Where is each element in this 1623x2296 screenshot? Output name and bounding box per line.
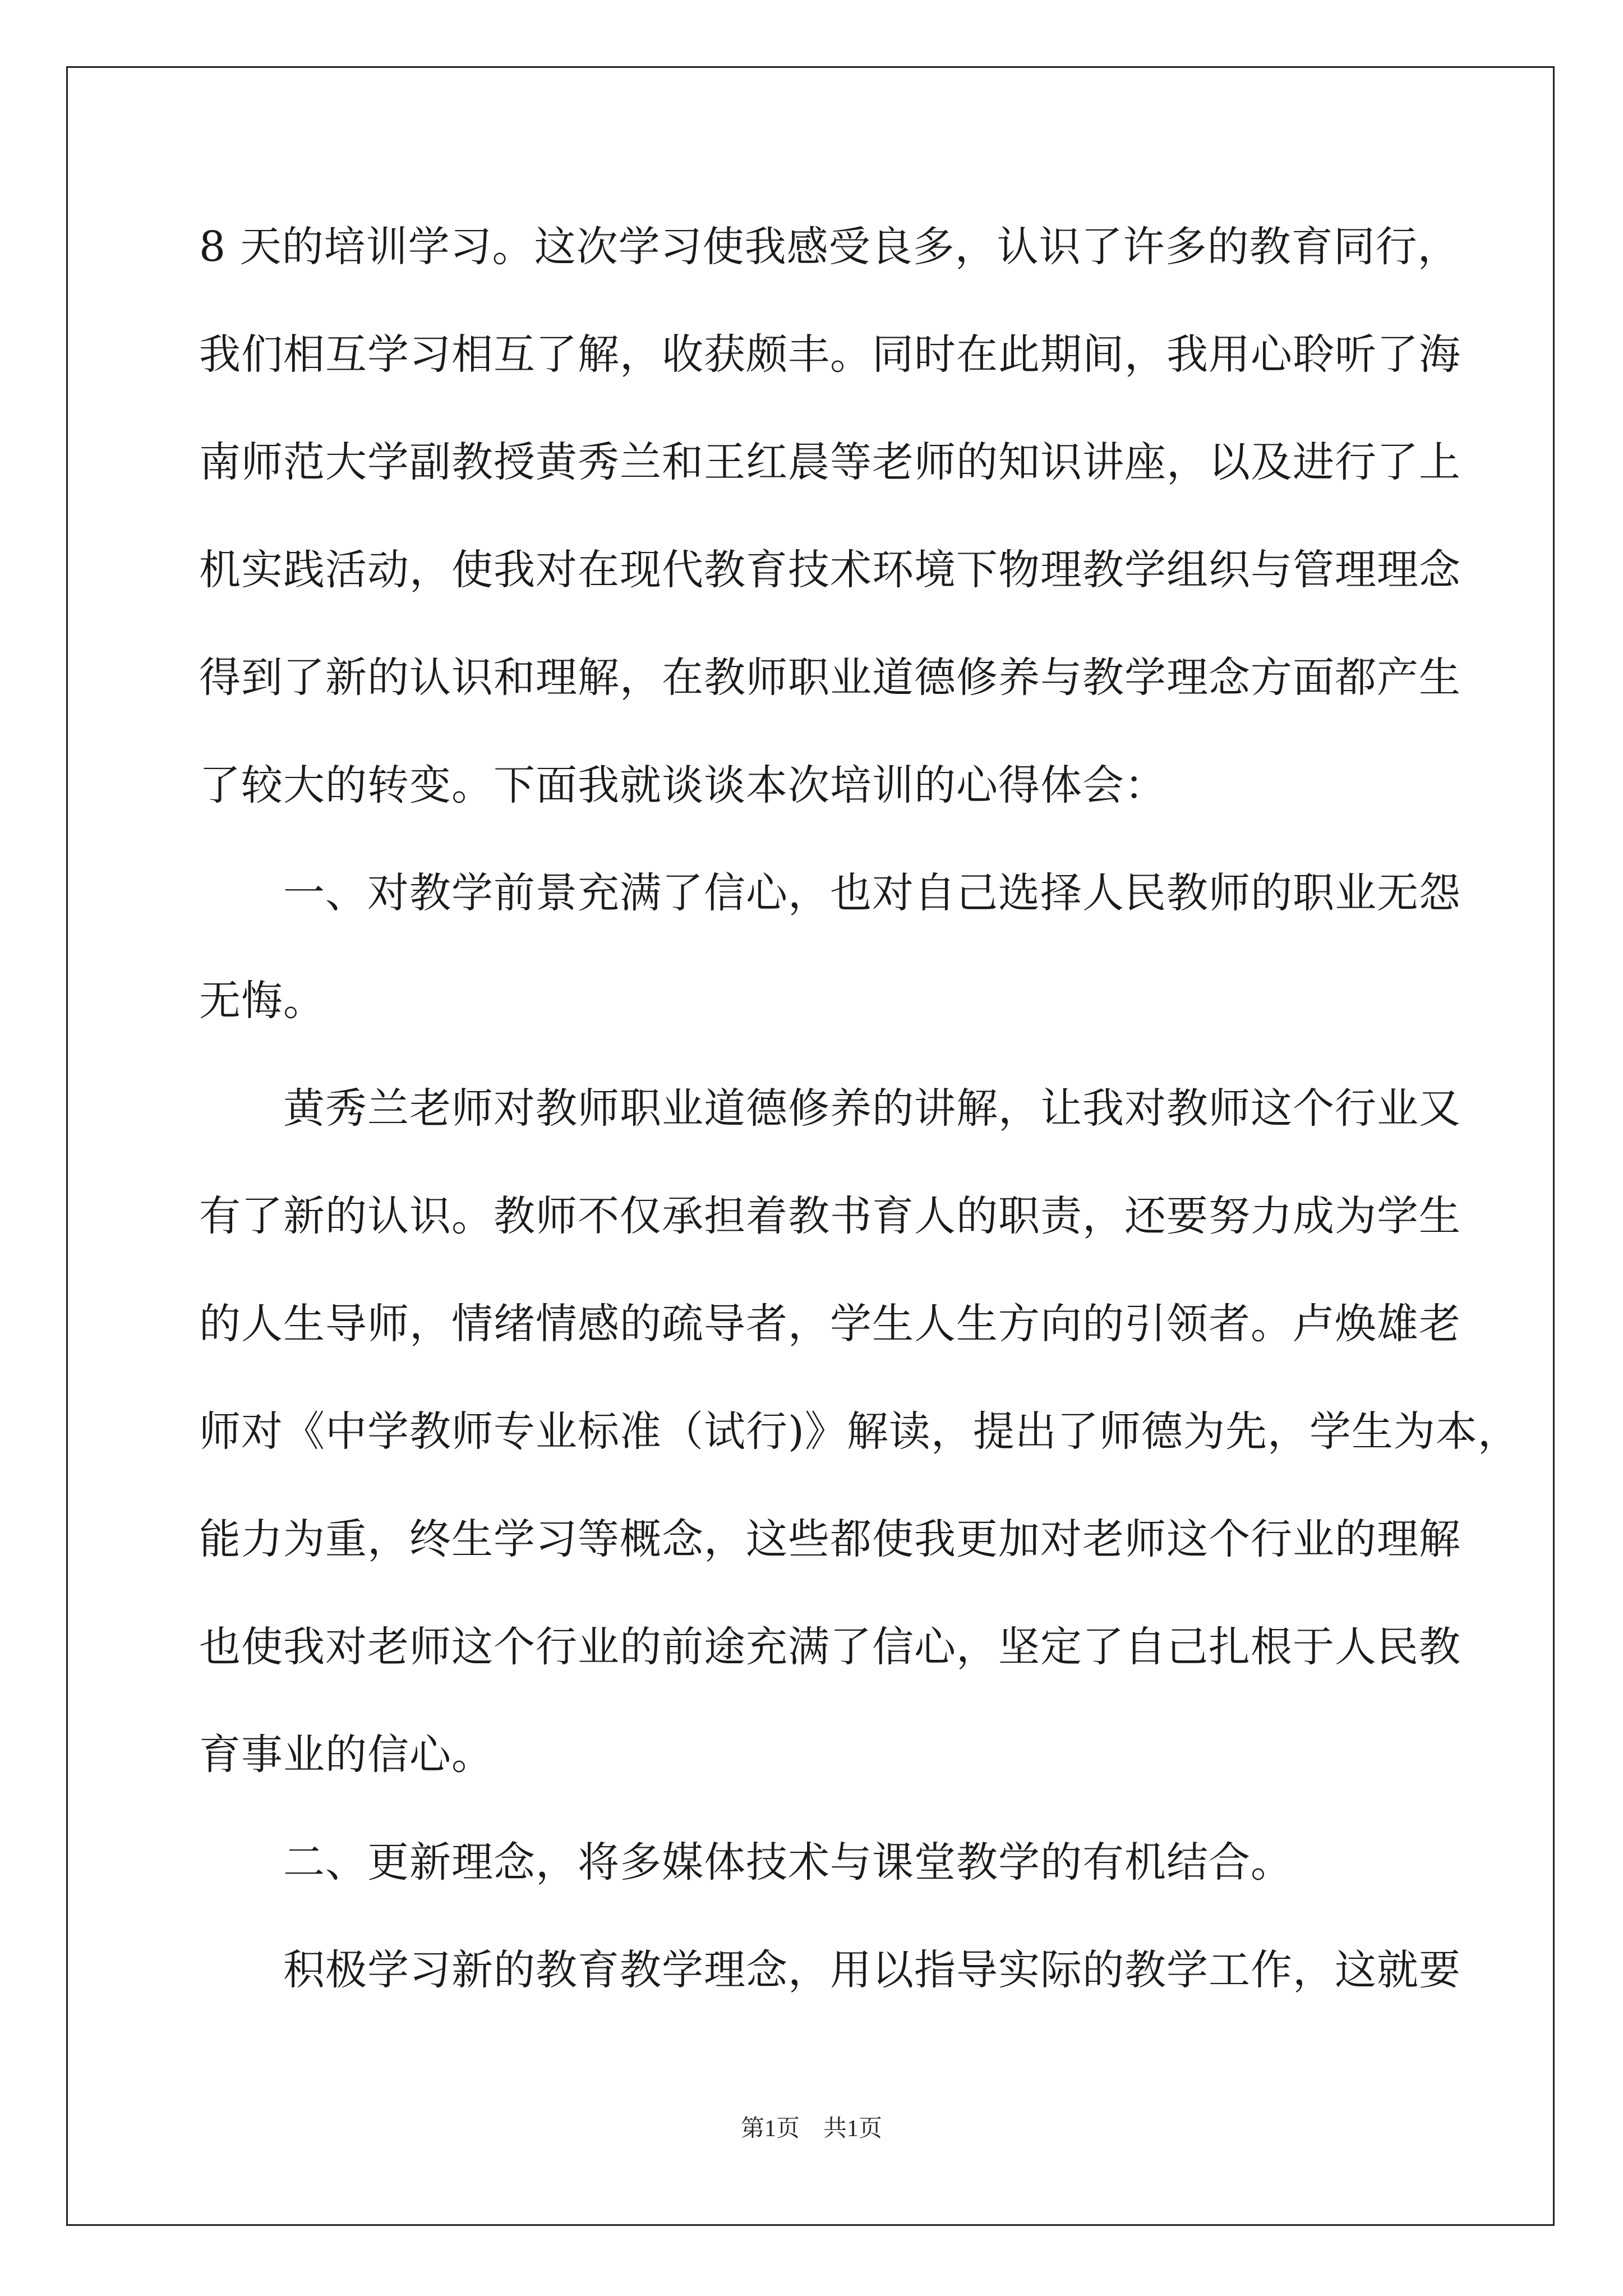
text-line: 8 天的培训学习。这次学习使我感受良多，认识了许多的教育同行， — [199, 223, 1460, 271]
text-line: 有了新的认识。教师不仅承担着教书育人的职责，还要努力成为学生 — [199, 1192, 1461, 1240]
text-line: 南师范大学副教授黄秀兰和王红晨等老师的知识讲座，以及进行了上 — [199, 438, 1461, 486]
text-line: 我们相互学习相互了解，收获颇丰。同时在此期间，我用心聆听了海 — [199, 330, 1461, 379]
text-line: 得到了新的认识和理解，在教师职业道德修养与教学理念方面都产生 — [199, 654, 1461, 702]
section-heading-line: 二、更新理念，将多媒体技术与课堂教学的有机结合。 — [283, 1838, 1293, 1887]
text-line: 的人生导师，情绪情感的疏导者，学生人生方向的引领者。卢焕雄老 — [199, 1300, 1461, 1348]
section-heading-line: 一、对教学前景充满了信心，也对自己选择人民教师的职业无怨 — [283, 869, 1461, 917]
text-line: 无悔。 — [199, 977, 325, 1025]
page-number-footer: 第1页 共1页 — [740, 2116, 882, 2142]
paragraph-start-line: 积极学习新的教育教学理念，用以指导实际的教学工作，这就要 — [283, 1946, 1461, 1994]
paragraph-start-line: 黄秀兰老师对教师职业道德修养的讲解，让我对教师这个行业又 — [283, 1084, 1461, 1133]
text-line: 也使我对老师这个行业的前途充满了信心，坚定了自己扎根于人民教 — [199, 1623, 1461, 1671]
text-line: 师对《中学教师专业标准（试行)》解读，提出了师德为先，学生为本， — [199, 1407, 1520, 1456]
text-line: 了较大的转变。下面我就谈谈本次培训的心得体会： — [199, 761, 1166, 809]
document-body — [199, 213, 1520, 2044]
text-line: 机实践活动，使我对在现代教育技术环境下物理教学组织与管理理念 — [199, 546, 1461, 594]
text-line: 能力为重，终生学习等概念，这些都使我更加对老师这个行业的理解 — [199, 1515, 1461, 1563]
text-line: 育事业的信心。 — [199, 1731, 494, 1779]
